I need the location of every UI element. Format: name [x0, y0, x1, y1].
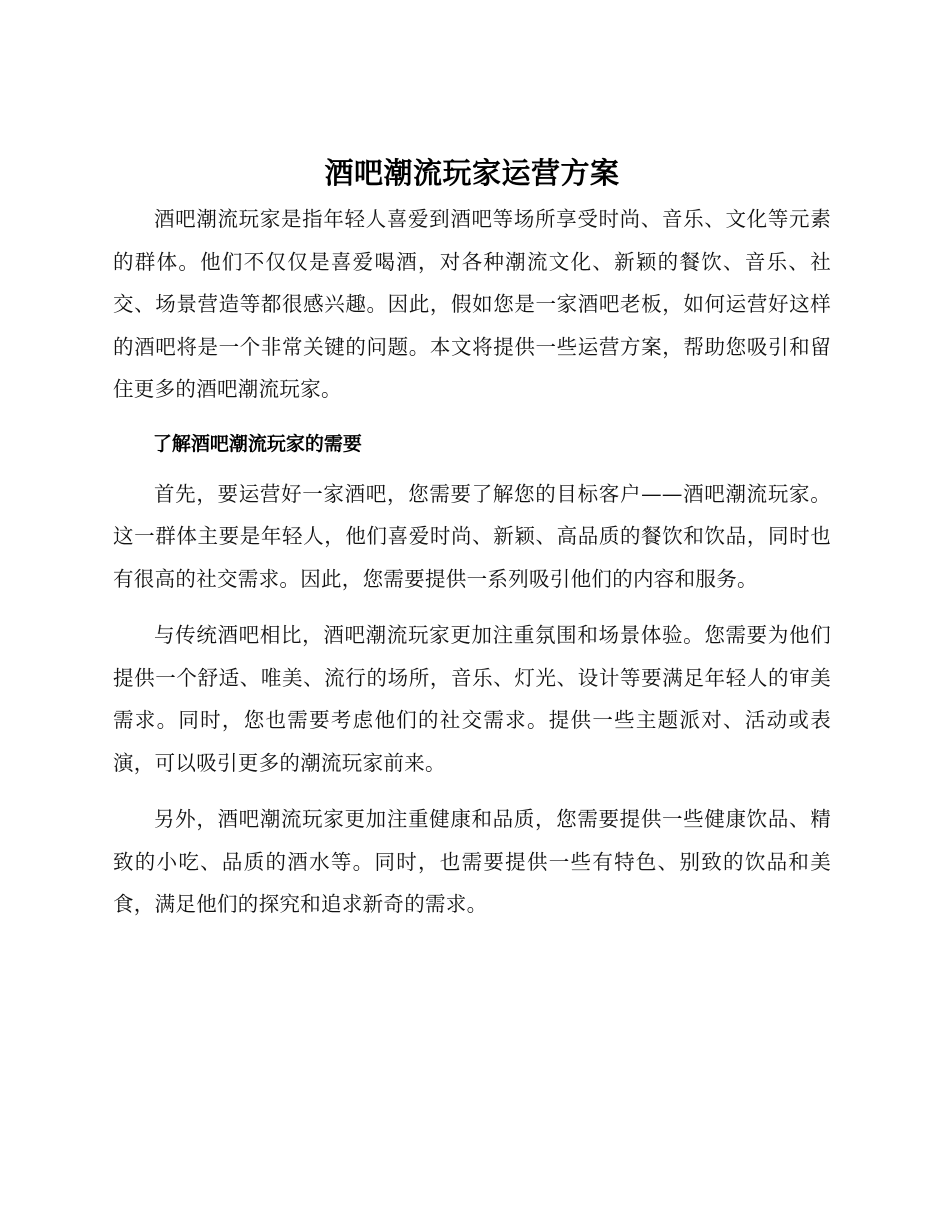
document-title: 酒吧潮流玩家运营方案	[324, 156, 620, 190]
section-heading: 了解酒吧潮流玩家的需要	[152, 432, 362, 455]
body-paragraph-1: 首先，要运营好一家酒吧，您需要了解您的目标客户——酒吧潮流玩家。这一群体主要是年轻人，他们喜爱时尚、新颖、高品质的餐饮和饮品，同时也有很高的社交需求。因此，您需要提供一系列吸引他们的内容和服务。	[113, 481, 831, 591]
body-paragraph-2: 与传统酒吧相比，酒吧潮流玩家更加注重氛围和场景体验。您需要为他们提供一个舒适、唯美、流行的场所，音乐、灯光、设计等要满足年轻人的审美需求。同时，您也需要考虑他们的社交需求。提供一些主题派对、活动或表演，可以吸引更多的潮流玩家前来。	[113, 623, 831, 775]
document-body	[113, 148, 831, 926]
intro-paragraph: 酒吧潮流玩家是指年轻人喜爱到酒吧等场所享受时尚、音乐、文化等元素的群体。他们不仅仅是喜爱喝酒，对各种潮流文化、新颖的餐饮、音乐、社交、场景营造等都很感兴趣。因此，假如您是一家酒吧老板，如何运营好这样的酒吧将是一个非常关键的问题。本文将提供一些运营方案，帮助您吸引和留住更多的酒吧潮流玩家。	[113, 207, 831, 401]
body-paragraph-3: 另外，酒吧潮流玩家更加注重健康和品质，您需要提供一些健康饮品、精致的小吃、品质的酒水等。同时，也需要提供一些有特色、别致的饮品和美食，满足他们的探究和追求新奇的需求。	[113, 807, 831, 916]
